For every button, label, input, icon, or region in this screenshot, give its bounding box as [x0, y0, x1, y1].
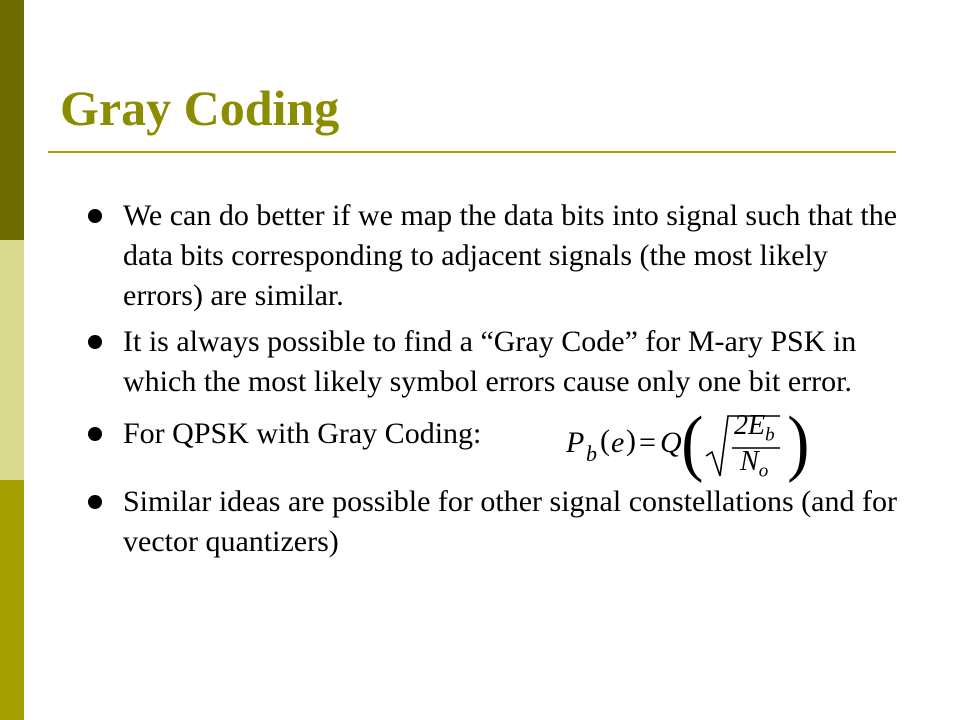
formula-big-close-paren: )	[787, 402, 810, 484]
bullet-item	[88, 482, 908, 562]
formula-open-paren: (	[600, 424, 610, 457]
formula-q-function: Q	[660, 426, 682, 459]
denominator-subscript: o	[758, 460, 769, 482]
title-underline	[48, 151, 896, 153]
accent-bar-bottom	[0, 480, 24, 720]
bullet-dot-icon	[88, 427, 102, 441]
accent-bar-top	[0, 0, 24, 240]
formula-equals: =	[639, 426, 656, 459]
bullet-dot-icon	[88, 209, 102, 223]
sqrt-radical-icon	[566, 410, 816, 480]
bullet-text: For QPSK with Gray Coding:	[123, 417, 482, 450]
denominator-text: N	[740, 446, 759, 477]
formula-p: P	[566, 426, 585, 459]
formula-e: e	[611, 426, 625, 459]
bullet-text: We can do better if we map the data bits into signal such that the data bits corresponding to adjacent signals (the most likely errors) are similar.	[123, 199, 898, 312]
accent-bar-middle	[0, 240, 24, 480]
bullet-dot-icon	[88, 495, 102, 509]
formula-numerator	[734, 412, 775, 445]
bullet-item	[88, 322, 908, 402]
formula-p-subscript: b	[586, 441, 597, 466]
bullet-item	[88, 196, 908, 316]
bullet-item	[88, 402, 908, 484]
left-accent-bar	[0, 0, 24, 720]
bullet-text: It is always possible to find a “Gray Code” for M-ary PSK in which the most likely symbol errors cause only one bit error.	[123, 325, 857, 398]
numerator-subscript: b	[765, 424, 775, 446]
slide-title: Gray Coding	[60, 80, 340, 136]
formula-big-open-paren: (	[681, 402, 704, 484]
bullet-dot-icon	[88, 335, 102, 349]
formula-close-paren: )	[626, 424, 636, 457]
formula-denominator	[740, 448, 768, 481]
bullet-text: Similar ideas are possible for other signal constellations (and for vector quantizers)	[123, 485, 897, 558]
bullet-list	[88, 196, 908, 562]
qpsk-error-formula	[566, 402, 816, 484]
numerator-text: 2E	[734, 410, 766, 441]
